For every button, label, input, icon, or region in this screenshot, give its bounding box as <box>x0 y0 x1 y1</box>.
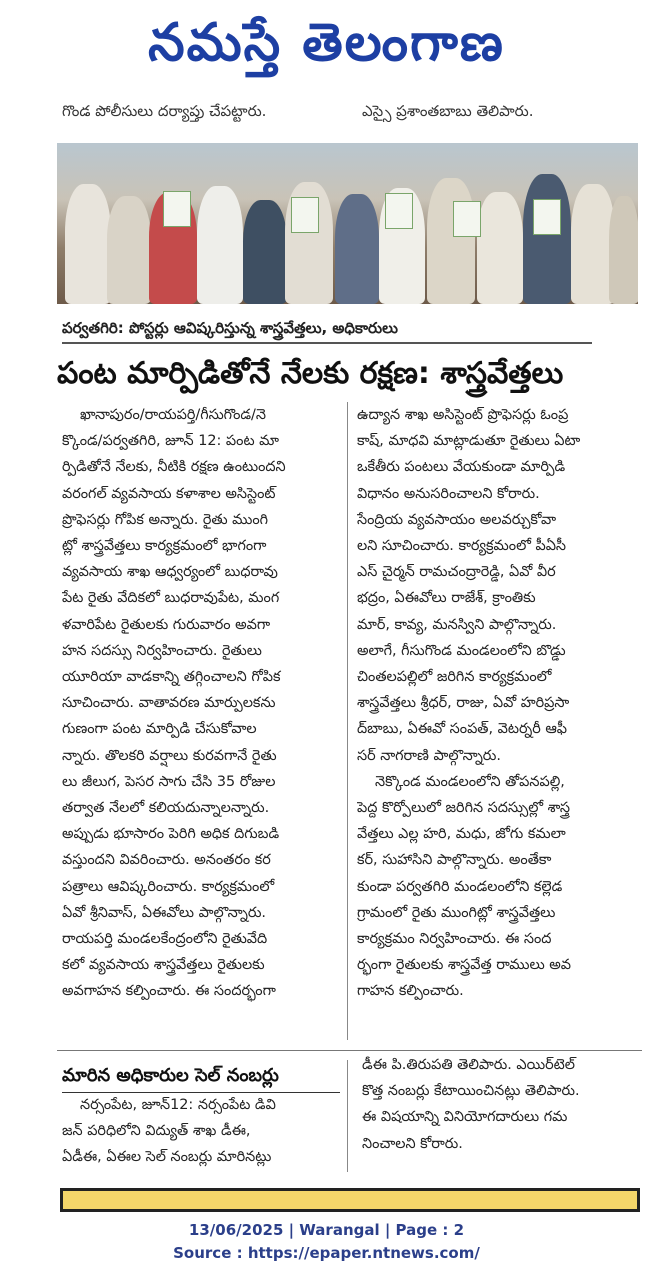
text-line: గాహన కల్పించారు. <box>357 983 464 1000</box>
text-line: ఖానాపురం/రాయపర్తి/గీసుగొండ/నె <box>80 407 266 423</box>
text-line: కుండా పర్వతగిరి మండలంలోని కల్లెడ <box>357 878 563 895</box>
text-line: అలాగే, గీసుగొండ మండలంలోని బొడ్డు <box>357 642 566 659</box>
text-line: ఉద్యాన శాఖ అసిస్టెంట్ ప్రొఫెసర్లు ఓంప్ర <box>357 407 569 423</box>
text-line: గ్రామంలో రైతు ముంగిట్లో శాస్త్రవేత్తలు <box>357 904 556 921</box>
text-line: న్నారు. తొలకరి వర్షాలు కురవగానే రైతు <box>62 747 277 764</box>
text-line: ర్పిడితోనే నేలకు, నీటికి రక్షణ ఉంటుందని <box>62 459 286 476</box>
text-line: కలో వ్యవసాయ శాస్త్రవేత్తలు రైతులకు <box>62 957 265 974</box>
text-line: కాష్, మాధవి మాట్లాడుతూ రైతులు ఏటా <box>357 433 581 450</box>
text-line: తర్వాత నేలలో కలియదున్నాలన్నారు. <box>62 800 270 817</box>
masthead-logo: నమస్తే తెలంగాణ <box>148 13 505 73</box>
text-line: ఏడీఈ, ఏఈల సెల్ నంబర్లు మారినట్లు <box>62 1149 272 1166</box>
text-line: సూచించారు. వాతావరణ మార్పులకను <box>62 695 276 712</box>
second-story-left-column <box>62 1092 340 1171</box>
text-line: ళవారిపేట రైతులకు గురువారం అవగా <box>62 616 271 633</box>
text-line: క్కొండ/పర్వతగిరి, జూన్ 12: పంట మా <box>62 433 279 450</box>
text-line: నించాలని కోరారు. <box>362 1135 463 1152</box>
text-line: యూరియా వాడకాన్ని తగ్గించాలని గోపిక <box>62 669 281 686</box>
text-line: ట్లో శాస్త్రవేత్తలు కార్యక్రమంలో భాగంగా <box>62 538 267 555</box>
text-line: పెద్ద కొర్పోలులో జరిగిన సదస్సుల్లో శాస్త్ర <box>357 800 570 817</box>
text-line: ర్భంగా రైతులకు శాస్త్రవేత్త రాములు అవ <box>357 957 571 974</box>
text-line: నెక్కొండ మండలంలోని తోపనపల్లి, <box>375 773 565 790</box>
text-line: కొత్త నంబర్లు కేటాయించినట్లు తెలిపారు. <box>362 1083 580 1100</box>
second-story-right-column <box>362 1052 640 1157</box>
text-line: సేంద్రియ వ్యవసాయం అలవర్చుకోవా <box>357 511 557 528</box>
text-line: లని సూచించారు. కార్యక్రమంలో పీఏసీ <box>357 538 567 555</box>
text-line: జన్ పరిధిలోని విద్యుత్ శాఖ డీఈ, <box>62 1123 251 1140</box>
text-line: రాయపర్తి మండలకేంద్రంలోని రైతువేది <box>62 931 268 948</box>
story-separator <box>57 1050 642 1051</box>
text-line: కర్, సుహాసిని పాల్గొన్నారు. అంతేకా <box>357 852 552 869</box>
text-line: డీఈ పి.తిరుపతి తెలిపారు. ఎయిర్‌టెల్ <box>362 1057 575 1073</box>
second-story-title: మారిన అధికారుల సెల్ నంబర్లు <box>62 1065 279 1086</box>
previous-story-tail-left: గొండ పోలీసులు దర్యాప్తు చేపట్టారు. <box>62 102 267 120</box>
text-line: ఒకేతీరు పంటలు వేయకుండా మార్పిడి <box>357 459 566 476</box>
text-line: వేత్తలు ఎల్ల హరి, మధు, జోగు కమలా <box>357 826 566 843</box>
text-line: హన సదస్సు నిర్వహించారు. రైతులు <box>62 642 262 659</box>
text-line: అప్పుడు భూసారం పెరిగి అధిక దిగుబడి <box>62 826 280 843</box>
previous-story-tail-right: ఎస్సై ప్రశాంతబాబు తెలిపారు. <box>362 102 534 120</box>
text-line: విధానం అనుసరించాలని కోరారు. <box>357 485 540 502</box>
column-divider <box>347 402 348 1040</box>
text-line: ఏవో శ్రీనివాస్, ఏఈవోలు పాల్గొన్నారు. <box>62 904 266 921</box>
column-divider <box>347 1060 348 1172</box>
edition-info: 13/06/2025 | Warangal | Page : 2 <box>188 1221 465 1239</box>
text-line: నర్సంపేట, జూన్12: నర్సంపేట డివి <box>80 1097 276 1113</box>
text-line: అవగాహన కల్పించారు. ఈ సందర్భంగా <box>62 983 276 1000</box>
text-line: లు జీలుగ, పెసర సాగు చేసి 35 రోజుల <box>62 773 276 790</box>
article-right-column <box>357 402 639 1005</box>
article-left-column <box>62 402 340 1005</box>
text-line: పత్రాలు ఆవిష్కరించారు. కార్యక్రమంలో <box>62 878 275 895</box>
text-line: చింతలపల్లిలో జరిగిన కార్యక్రమంలో <box>357 669 552 686</box>
text-line: గుణంగా పంట మార్పిడి చేసుకోవాల <box>62 721 257 738</box>
text-line: కార్యక్రమం నిర్వహించారు. ఈ సంద <box>357 931 552 948</box>
text-line: పేట రైతు వేదికలో బుధరావుపేట, మంగ <box>62 590 280 607</box>
source-link[interactable]: Source : https://epaper.ntnews.com/ <box>173 1244 480 1262</box>
text-line: వరంగల్ వ్యవసాయ కళాశాల అసిస్టెంట్ <box>62 485 276 502</box>
news-photo <box>57 143 638 304</box>
advertisement-strip <box>60 1188 640 1212</box>
text-line: ఈ విషయాన్ని వినియోగదారులు గమ <box>362 1109 568 1126</box>
text-line: ఎస్ చైర్మన్ రామచంద్రారెడ్డి, ఏవో వీర <box>357 564 556 581</box>
text-line: మార్, కావ్య, మనస్విని పాల్గొన్నారు. <box>357 616 557 633</box>
text-line: వస్తుందని వివరించారు. అనంతరం కర <box>62 852 271 869</box>
text-line: భద్రం, ఏఈవోలు రాజేశ్, క్రాంతికు <box>357 590 536 607</box>
photo-caption: పర్వతగిరి: పోస్టర్లు ఆవిష్కరిస్తున్న శాస్త్రవేత్తలు, అధికారులు <box>62 316 592 344</box>
text-line: ద్‌బాబు, ఏఈవో సంపత్, వెటర్నరీ ఆఫీ <box>357 721 568 738</box>
text-line: వ్యవసాయ శాఖ ఆధ్వర్యంలో బుధరావు <box>62 564 278 581</box>
text-line: సర్ నాగరాణి పాల్గొన్నారు. <box>357 747 501 764</box>
headline: పంట మార్పిడితోనే నేలకు రక్షణ: శాస్త్రవేత్తలు <box>57 356 564 391</box>
text-line: శాస్త్రవేత్తలు శ్రీధర్, రాజు, ఏవో హరిప్రసా <box>357 695 570 712</box>
text-line: ప్రొఫెసర్లు గోపిక అన్నారు. రైతు ముంగి <box>62 511 269 528</box>
